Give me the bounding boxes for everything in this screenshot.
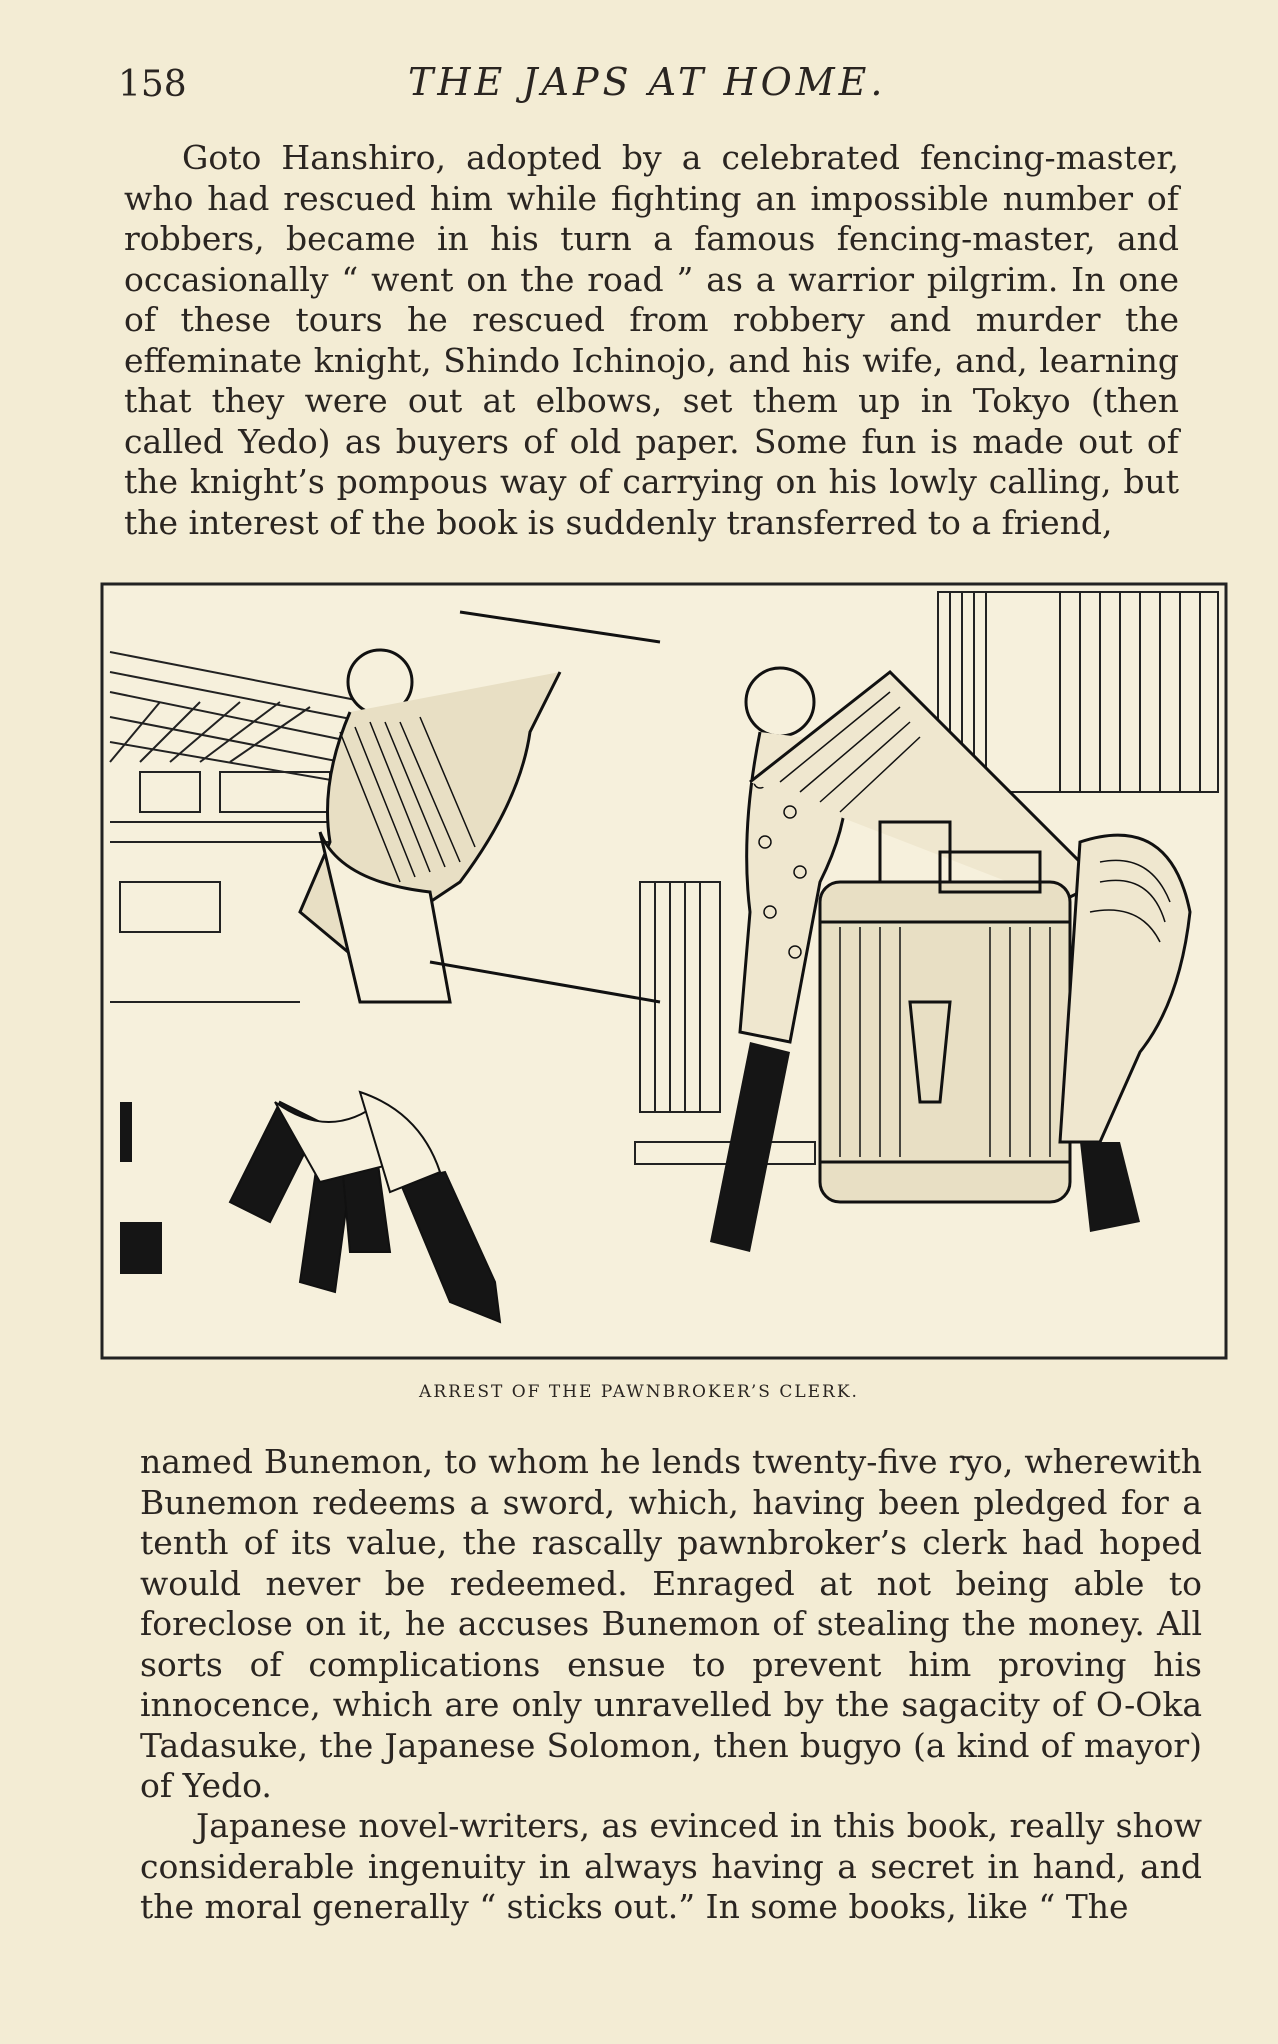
paragraph-1: Goto Hanshiro, adopted by a celebrated fencing-master, who had rescued him while fighting an impossible number of robbers, became in his turn a famous fencing-master, and occasionally “ went on the road ” as a warrior pilgrim. In one of these tours he rescued from robbery and murder the effeminate knight, Shindo Ichinojo, and his wife, and, learning that they were out at elbows, set them up in Tokyo (then called Yedo) as buyers of old paper. Some fun is made out of the knight’s pompous way of carrying on his lowly calling, but the interest of the book is suddenly transferred to a friend, — [124, 138, 1179, 542]
paragraph-3: Japanese novel-writers, as evinced in this book, really show considerable ingenuity in always having a secret in hand, and the moral generally “ sticks out.” In some books, like “ The — [140, 1806, 1202, 1926]
illustration-woodcut — [100, 582, 1230, 1362]
page-header — [118, 60, 1198, 114]
page-number: 158 — [118, 64, 187, 105]
paragraph-2: named Bunemon, to whom he lends twenty-five ryo, wherewith Bunemon redeems a sword, which, having been pledged for a tenth of its value, the rascally pawnbroker’s clerk had hoped would never be redeemed. Enraged at not being able to foreclose on it, he accuses Bunemon of stealing the money. All sorts of complications ensue to prevent him proving his innocence, which are only unravelled by the sagacity of O-Oka Tadasuke, the Japanese Solomon, then bugyo (a kind of mayor) of Yedo. — [140, 1442, 1202, 1805]
figure-caption: ARREST OF THE PAWNBROKER’S CLERK. — [419, 1382, 859, 1402]
illustration-drawing — [100, 582, 1230, 1362]
running-title: THE JAPS AT HOME. — [408, 60, 887, 104]
